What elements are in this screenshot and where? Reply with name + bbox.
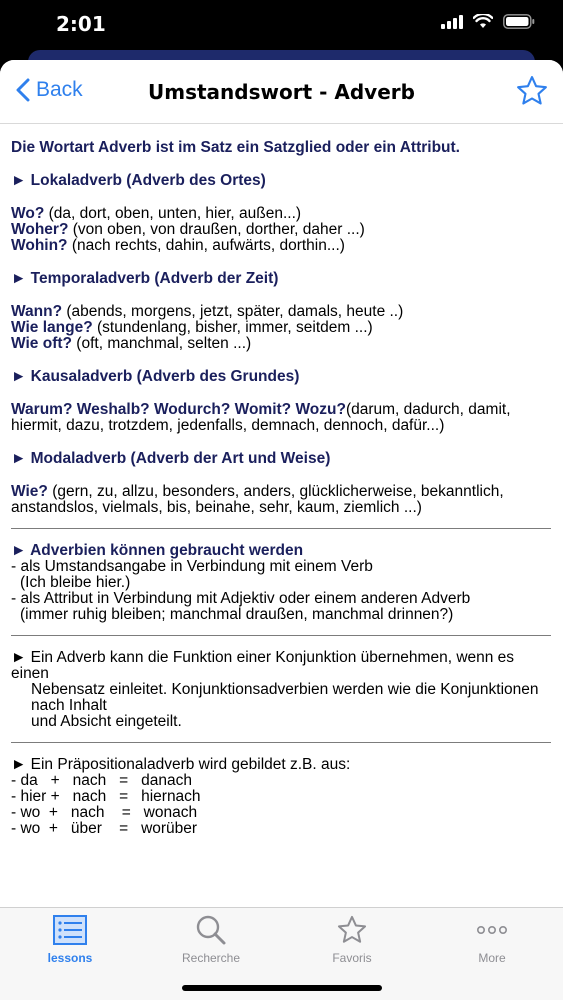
usage-heading: ► Adverbien können gebraucht werden [11, 542, 304, 559]
temporal-line-2: Wie lange? (stundenlang, bisher, immer, seitdem ...) [11, 319, 373, 336]
konj-line-2: Nebensatz einleitet. Konjunktionsadverbien werden wie die Konjunktionen nach Inhalt [31, 681, 539, 714]
signal-icon [441, 15, 463, 29]
navigation-bar [0, 60, 563, 124]
tab-more-label: More [478, 951, 506, 965]
praep-row-2: - hier + nach = hiernach [11, 788, 201, 805]
modal-line-1: Wie? (gern, zu, allzu, besonders, anders, glücklicherweise, bekanntlich, anstandslos, vielmals, bis, beinahe, sehr, kaum, ziemlich ...) [11, 483, 504, 516]
usage-line-4: (immer ruhig bleiben; manchmal draußen, manchmal drinnen?) [20, 606, 454, 623]
tab-lessons-label: lessons [47, 951, 93, 965]
lesson-sheet [0, 60, 563, 1000]
star-icon [334, 914, 370, 946]
temporal-heading: ► Temporaladverb (Adverb der Zeit) [11, 270, 279, 287]
kausal-heading: ► Kausaladverb (Adverb des Grundes) [11, 368, 300, 385]
list-icon [52, 914, 88, 946]
praep-line-1: ► Ein Präpositionaladverb wird gebildet z.B. aus: [11, 756, 351, 773]
back-button-label: Back [36, 78, 83, 101]
usage-line-3: - als Attribut in Verbindung mit Adjektiv oder einem anderen Adverb [11, 590, 471, 607]
lokal-line-1: Wo? (da, dort, oben, unten, hier, außen...) [11, 205, 302, 222]
konj-line-1: ► Ein Adverb kann die Funktion einer Konjunktion übernehmen, wenn es einen [11, 649, 515, 682]
lesson-content [11, 140, 551, 910]
favorite-button[interactable] [515, 74, 549, 113]
lokal-heading: ► Lokaladverb (Adverb des Ortes) [11, 172, 266, 189]
praep-row-3: - wo + nach = wonach [11, 804, 198, 821]
kausal-line-1: Warum? Weshalb? Wodurch? Womit? Wozu?(darum, dadurch, damit, hiermit, dazu, trotzdem, jedenfalls, demnach, dennoch, dafür...) [11, 401, 511, 434]
tab-favoris-label: Favoris [332, 951, 372, 965]
status-time: 2:01 [56, 12, 106, 36]
battery-icon [503, 14, 535, 29]
home-indicator [182, 985, 382, 991]
temporal-line-3: Wie oft? (oft, manchmal, selten ...) [11, 335, 252, 352]
page-title: Umstandswort - Adverb [148, 80, 415, 104]
usage-line-2: (Ich bleibe hier.) [20, 574, 131, 591]
star-icon [515, 74, 549, 108]
praep-row-4: - wo + über = worüber [11, 820, 198, 837]
tab-favoris[interactable] [292, 914, 412, 965]
status-icons [441, 14, 535, 29]
lokal-line-3: Wohin? (nach rechts, dahin, aufwärts, dorthin...) [11, 237, 345, 254]
tab-more[interactable] [432, 914, 552, 965]
konj-line-3: und Absicht eingeteilt. [31, 713, 182, 730]
lokal-line-2: Woher? (von oben, von draußen, dorther, daher ...) [11, 221, 365, 238]
divider [11, 635, 551, 636]
usage-line-1: - als Umstandsangabe in Verbindung mit einem Verb [11, 558, 373, 575]
divider [11, 742, 551, 743]
status-bar [0, 0, 563, 50]
intro-text: Die Wortart Adverb ist im Satz ein Satzglied oder ein Attribut. [11, 140, 460, 156]
tab-lessons[interactable] [10, 914, 130, 965]
more-icon [474, 914, 510, 946]
wifi-icon [473, 14, 493, 29]
praep-row-1: - da + nach = danach [11, 772, 192, 789]
tab-recherche-label: Recherche [181, 951, 241, 965]
tab-recherche[interactable] [151, 914, 271, 965]
divider [11, 528, 551, 529]
modal-heading: ► Modaladverb (Adverb der Art und Weise) [11, 450, 331, 467]
temporal-line-1: Wann? (abends, morgens, jetzt, später, damals, heute ..) [11, 303, 404, 320]
search-icon [193, 914, 229, 946]
